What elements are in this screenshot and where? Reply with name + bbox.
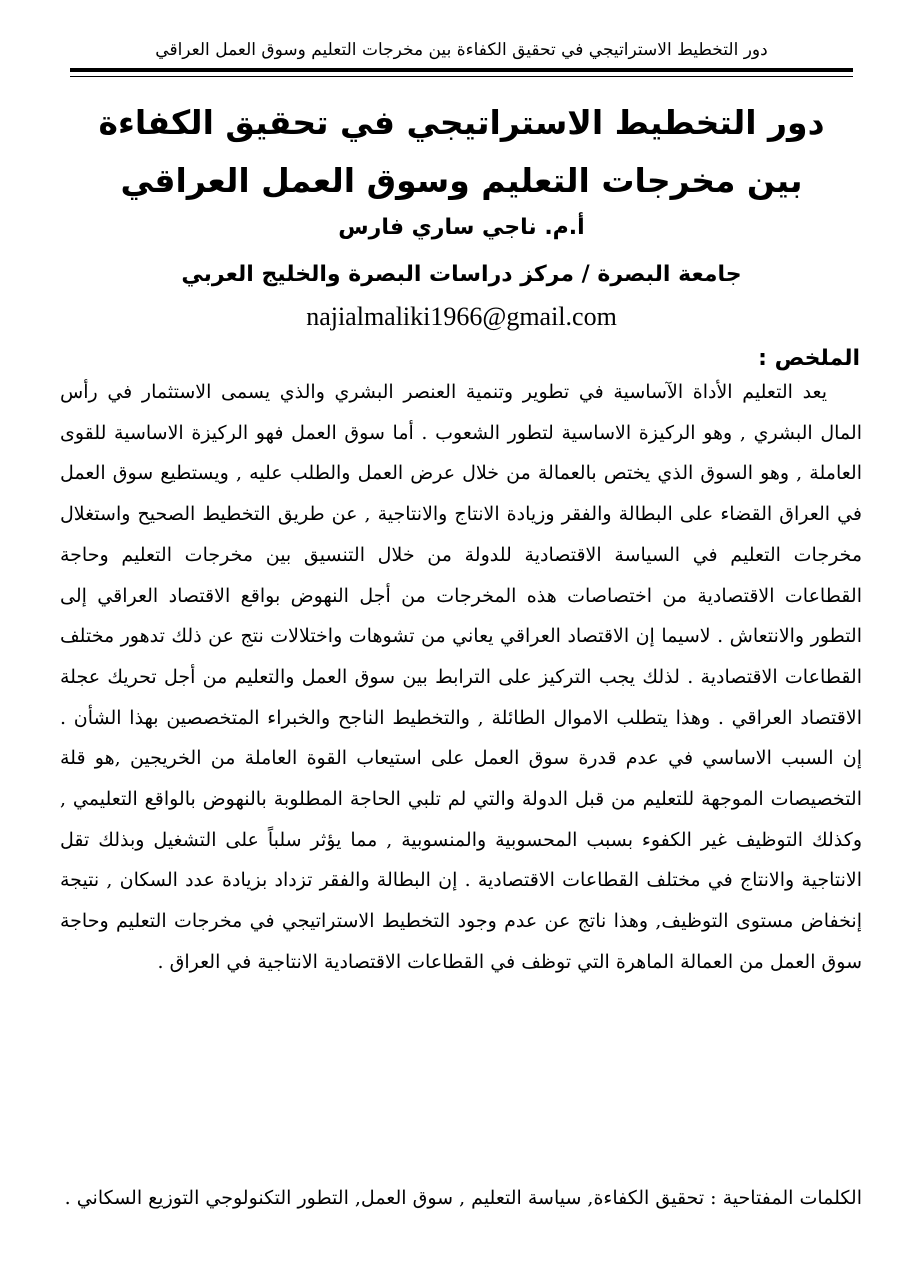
abstract-heading: الملخص : [758, 346, 860, 371]
header-rule-thick [70, 68, 853, 72]
abstract-text: يعد التعليم الأداة الآساسية في تطوير وتنمية العنصر البشري والذي يسمى الاستثمار في رأس المال البشري , وهو الركيزة الاساسية لتطور الشعوب . أما سوق العمل فهو الركيزة الاساسية للقوى العاملة , وهو السوق الذي يختص بالعمالة من خلال عرض العمل والطلب عليه , ويستطيع سوق العمل في العراق القضاء على البطالة والفقر وزيادة الانتاج والانتاجية , عن طريق التخطيط الصحيح واستغلال مخرجات التعليم في السياسة الاقتصادية للدولة من خلال التنسيق بين مخرجات التعليم وحاجة القطاعات الاقتصادية من اختصاصات هذه المخرجات من أجل النهوض بواقع الاقتصاد العراقي إلى التطور والانتعاش . لاسيما إن الاقتصاد العراقي يعاني من تشوهات واختلالات نتج عن ذلك تدهور مختلف القطاعات الاقتصادية . لذلك يجب التركيز على الترابط بين سوق العمل والتعليم من أجل تحريك عجلة الاقتصاد العراقي . وهذا يتطلب الاموال الطائلة , والتخطيط الناجح والخبراء المتخصصين بهذا الشأن . إن السبب الاساسي في عدم قدرة سوق العمل على استيعاب القوة العاملة من الخريجين ,هو قلة التخصيصات الموجهة للتعليم من قبل الدولة والتي لم تلبي الحاجة المطلوبة بالنهوض بالواقع التعليمي , وكذلك التوظيف غير الكفوء بسبب المحسوبية والمنسوبية , مما يؤثر سلباً على التشغيل وبذلك تقل الانتاجية والانتاج في مختلف القطاعات الاقتصادية . إن البطالة والفقر تزداد بزيادة عدد السكان , نتيجة إنخفاض مستوى التوظيف, وهذا ناتج عن عدم وجود التخطيط الاستراتيجي في مخرجات التعليم وحاجة سوق العمل من العمالة الماهرة التي توظف في القطاعات الاقتصادية الانتاجية في العراق . [60, 381, 862, 973]
author-email: najialmaliki1966@gmail.com [306, 302, 617, 331]
keywords: الكلمات المفتاحية : تحقيق الكفاءة, سياسة التعليم , سوق العمل, التطور التكنولوجي التوزيع السكاني . [64, 1187, 862, 1209]
author-affiliation: جامعة البصرة / مركز دراسات البصرة والخليج العربي [181, 262, 742, 287]
running-header: دور التخطيط الاستراتيجي في تحقيق الكفاءة بين مخرجات التعليم وسوق العمل العراقي [155, 40, 768, 60]
paper-title: دور التخطيط الاستراتيجي في تحقيق الكفاءة بين مخرجات التعليم وسوق العمل العراقي [98, 103, 825, 200]
header-rule-thin [70, 76, 853, 77]
author-name: أ.م. ناجي ساري فارس [338, 215, 585, 240]
